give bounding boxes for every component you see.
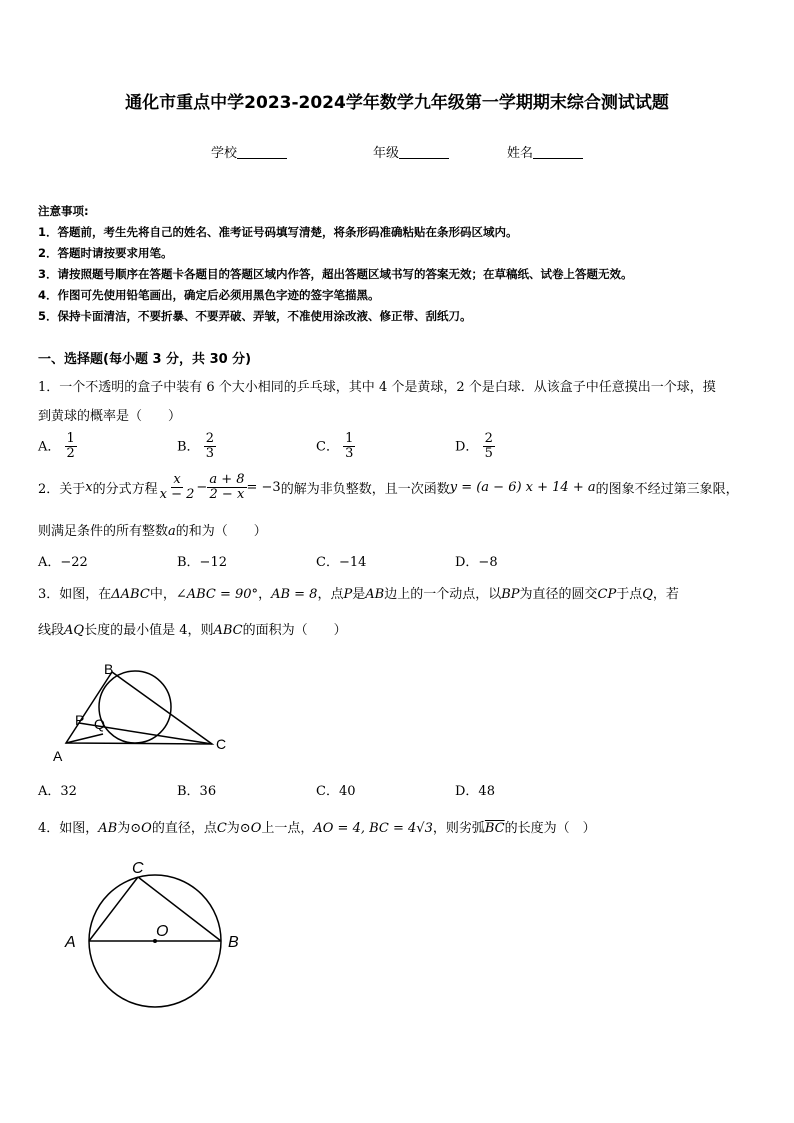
- text: 的直径，点: [151, 821, 217, 836]
- text: 2．关于: [38, 482, 86, 498]
- text: 4．如图，: [38, 821, 99, 836]
- name-field[interactable]: [507, 142, 583, 161]
- q3-stem-line1: [38, 583, 679, 602]
- option-label: A．: [38, 439, 61, 455]
- text: ，点: [317, 587, 344, 602]
- q1-option-c[interactable]: [316, 432, 355, 462]
- text: 的图象不经过第三象限，: [595, 482, 739, 498]
- math-var: BP: [501, 587, 520, 602]
- grade-field[interactable]: [373, 142, 449, 161]
- q3-figure: [48, 655, 248, 770]
- label-c: C: [132, 860, 144, 877]
- q2-option-d[interactable]: D．−8: [455, 555, 498, 570]
- text: 的长度为（ ）: [504, 821, 596, 836]
- text: 长度的最小值是 4，则: [84, 623, 214, 638]
- option-label: D．: [455, 439, 479, 455]
- label-a: A: [53, 748, 63, 764]
- text: 的面积为（ ）: [242, 623, 347, 638]
- label-a: A: [65, 934, 76, 951]
- math-var: AB: [365, 587, 385, 602]
- math-var: AQ: [64, 623, 85, 638]
- school-blank[interactable]: [237, 145, 287, 159]
- text: 线段: [38, 623, 65, 638]
- math-expr: AO = 4, BC = 4√3: [313, 821, 433, 836]
- text: ，则劣弧: [432, 821, 485, 836]
- notice-heading: 注意事项:: [38, 204, 89, 218]
- math-var: a: [168, 524, 176, 539]
- option-label: B．: [177, 439, 200, 455]
- text: 为直径的圆交: [519, 587, 598, 602]
- label-q: Q: [94, 716, 105, 732]
- math-expr: ⊙O: [130, 821, 152, 836]
- notice-item: 1．答题前，考生先将自己的姓名、准考证号码填写清楚，将条形码准确粘贴在条形码区域内。: [38, 225, 518, 239]
- label-b: B: [104, 661, 114, 677]
- math-expr: = −3: [246, 480, 281, 496]
- text: 是: [352, 587, 366, 602]
- q2-stem-line1: [38, 473, 739, 503]
- q1-stem-line1: 1．一个不透明的盒子中装有 6 个大小相同的乒乓球，其中 4 个是黄球，2 个是白球．从该盒子中任意摸出一个球，摸: [38, 380, 716, 395]
- math-var: CP: [597, 587, 617, 602]
- q3-option-b[interactable]: B．36: [177, 784, 217, 799]
- fraction: $\frac{1}{2}$: [66, 431, 75, 462]
- fraction: $\frac{x}{x - 2}$: [159, 472, 195, 503]
- text: 3．如图，在: [38, 587, 112, 602]
- name-blank[interactable]: [533, 145, 583, 159]
- exam-title: 通化市重点中学2023-2024学年数学九年级第一学期期末综合测试试题: [125, 93, 669, 113]
- text: 的解为非负整数，且一次函数: [280, 482, 450, 498]
- label-o: O: [156, 923, 169, 940]
- text: 的和为（ ）: [175, 524, 267, 539]
- q1-option-a[interactable]: [38, 432, 77, 462]
- text: 边上的一个动点，以: [384, 587, 502, 602]
- text: ，: [258, 587, 272, 602]
- text: 则满足条件的所有整数: [38, 524, 169, 539]
- segment-ac: [89, 877, 138, 941]
- notice-item: 4．作图可先使用铅笔画出，确定后必须用黑色字迹的签字笔描黑。: [38, 288, 380, 302]
- q2-option-a[interactable]: A．−22: [38, 555, 88, 570]
- math-expr: y = (a − 6) x + 14 + a: [449, 480, 596, 496]
- segment-bc: [138, 877, 221, 941]
- q3-stem-line2: [38, 619, 347, 638]
- math-expr: AB = 8: [271, 587, 318, 602]
- fraction: $\frac{2}{5}$: [484, 431, 493, 462]
- name-label: 姓名: [507, 146, 534, 161]
- label-p: P: [75, 712, 85, 728]
- q3-option-d[interactable]: D．48: [455, 784, 495, 799]
- notice-item: 2．答题时请按要求用笔。: [38, 246, 173, 260]
- section-heading: 一、选择题(每小题 3 分，共 30 分): [38, 352, 252, 367]
- math-var: ABC: [213, 623, 243, 638]
- q3-option-a[interactable]: A．32: [38, 784, 77, 799]
- option-label: C．: [316, 439, 339, 455]
- q3-option-c[interactable]: C．40: [316, 784, 356, 799]
- text: 的分式方程: [92, 482, 158, 498]
- q2-option-b[interactable]: B．−12: [177, 555, 227, 570]
- text: 为: [117, 821, 131, 836]
- label-b: B: [228, 934, 239, 951]
- q4-stem: [38, 817, 596, 836]
- fraction: $\frac{2}{3}$: [205, 431, 214, 462]
- math-var: Q: [642, 587, 653, 602]
- math-var: P: [343, 587, 353, 602]
- school-field[interactable]: [211, 142, 287, 161]
- q1-stem-line2: 到黄球的概率是（ ）: [38, 409, 182, 424]
- math-var: AB: [98, 821, 118, 836]
- school-label: 学校: [211, 146, 238, 161]
- grade-blank[interactable]: [399, 145, 449, 159]
- grade-label: 年级: [373, 146, 400, 161]
- notice-item: 5．保持卡面清洁，不要折暴、不要弄破、弄皱，不准使用涂改液、修正带、刮纸刀。: [38, 309, 472, 323]
- q1-option-b[interactable]: [177, 432, 216, 462]
- math-var: C: [216, 821, 227, 836]
- label-c: C: [216, 736, 227, 752]
- text: 上一点，: [261, 821, 314, 836]
- q2-stem-line2: [38, 520, 267, 539]
- q2-option-c[interactable]: C．−14: [316, 555, 367, 570]
- math-expr: ⊙O: [239, 821, 262, 836]
- text: ，若: [652, 587, 679, 602]
- math-arc: $\overline{BC}$: [484, 821, 505, 836]
- text: 为: [226, 821, 240, 836]
- fraction: $\frac{a + 8}{2 - x}$: [209, 472, 245, 503]
- math-var: x: [85, 480, 93, 496]
- text: 于点: [616, 587, 643, 602]
- notice-item: 3．请按照题号顺序在答题卡各题目的答题区域内作答，超出答题区域书写的答案无效；在草稿纸、试卷上答题无效。: [38, 267, 633, 281]
- text: 中，: [149, 587, 176, 602]
- operator: −: [196, 480, 208, 496]
- math-expr: ∠ABC = 90°: [175, 587, 259, 602]
- q4-figure: [60, 852, 260, 1017]
- fraction: $\frac{1}{3}$: [345, 431, 354, 462]
- q1-option-d[interactable]: [455, 432, 495, 462]
- math-expr: ΔABC: [111, 587, 150, 602]
